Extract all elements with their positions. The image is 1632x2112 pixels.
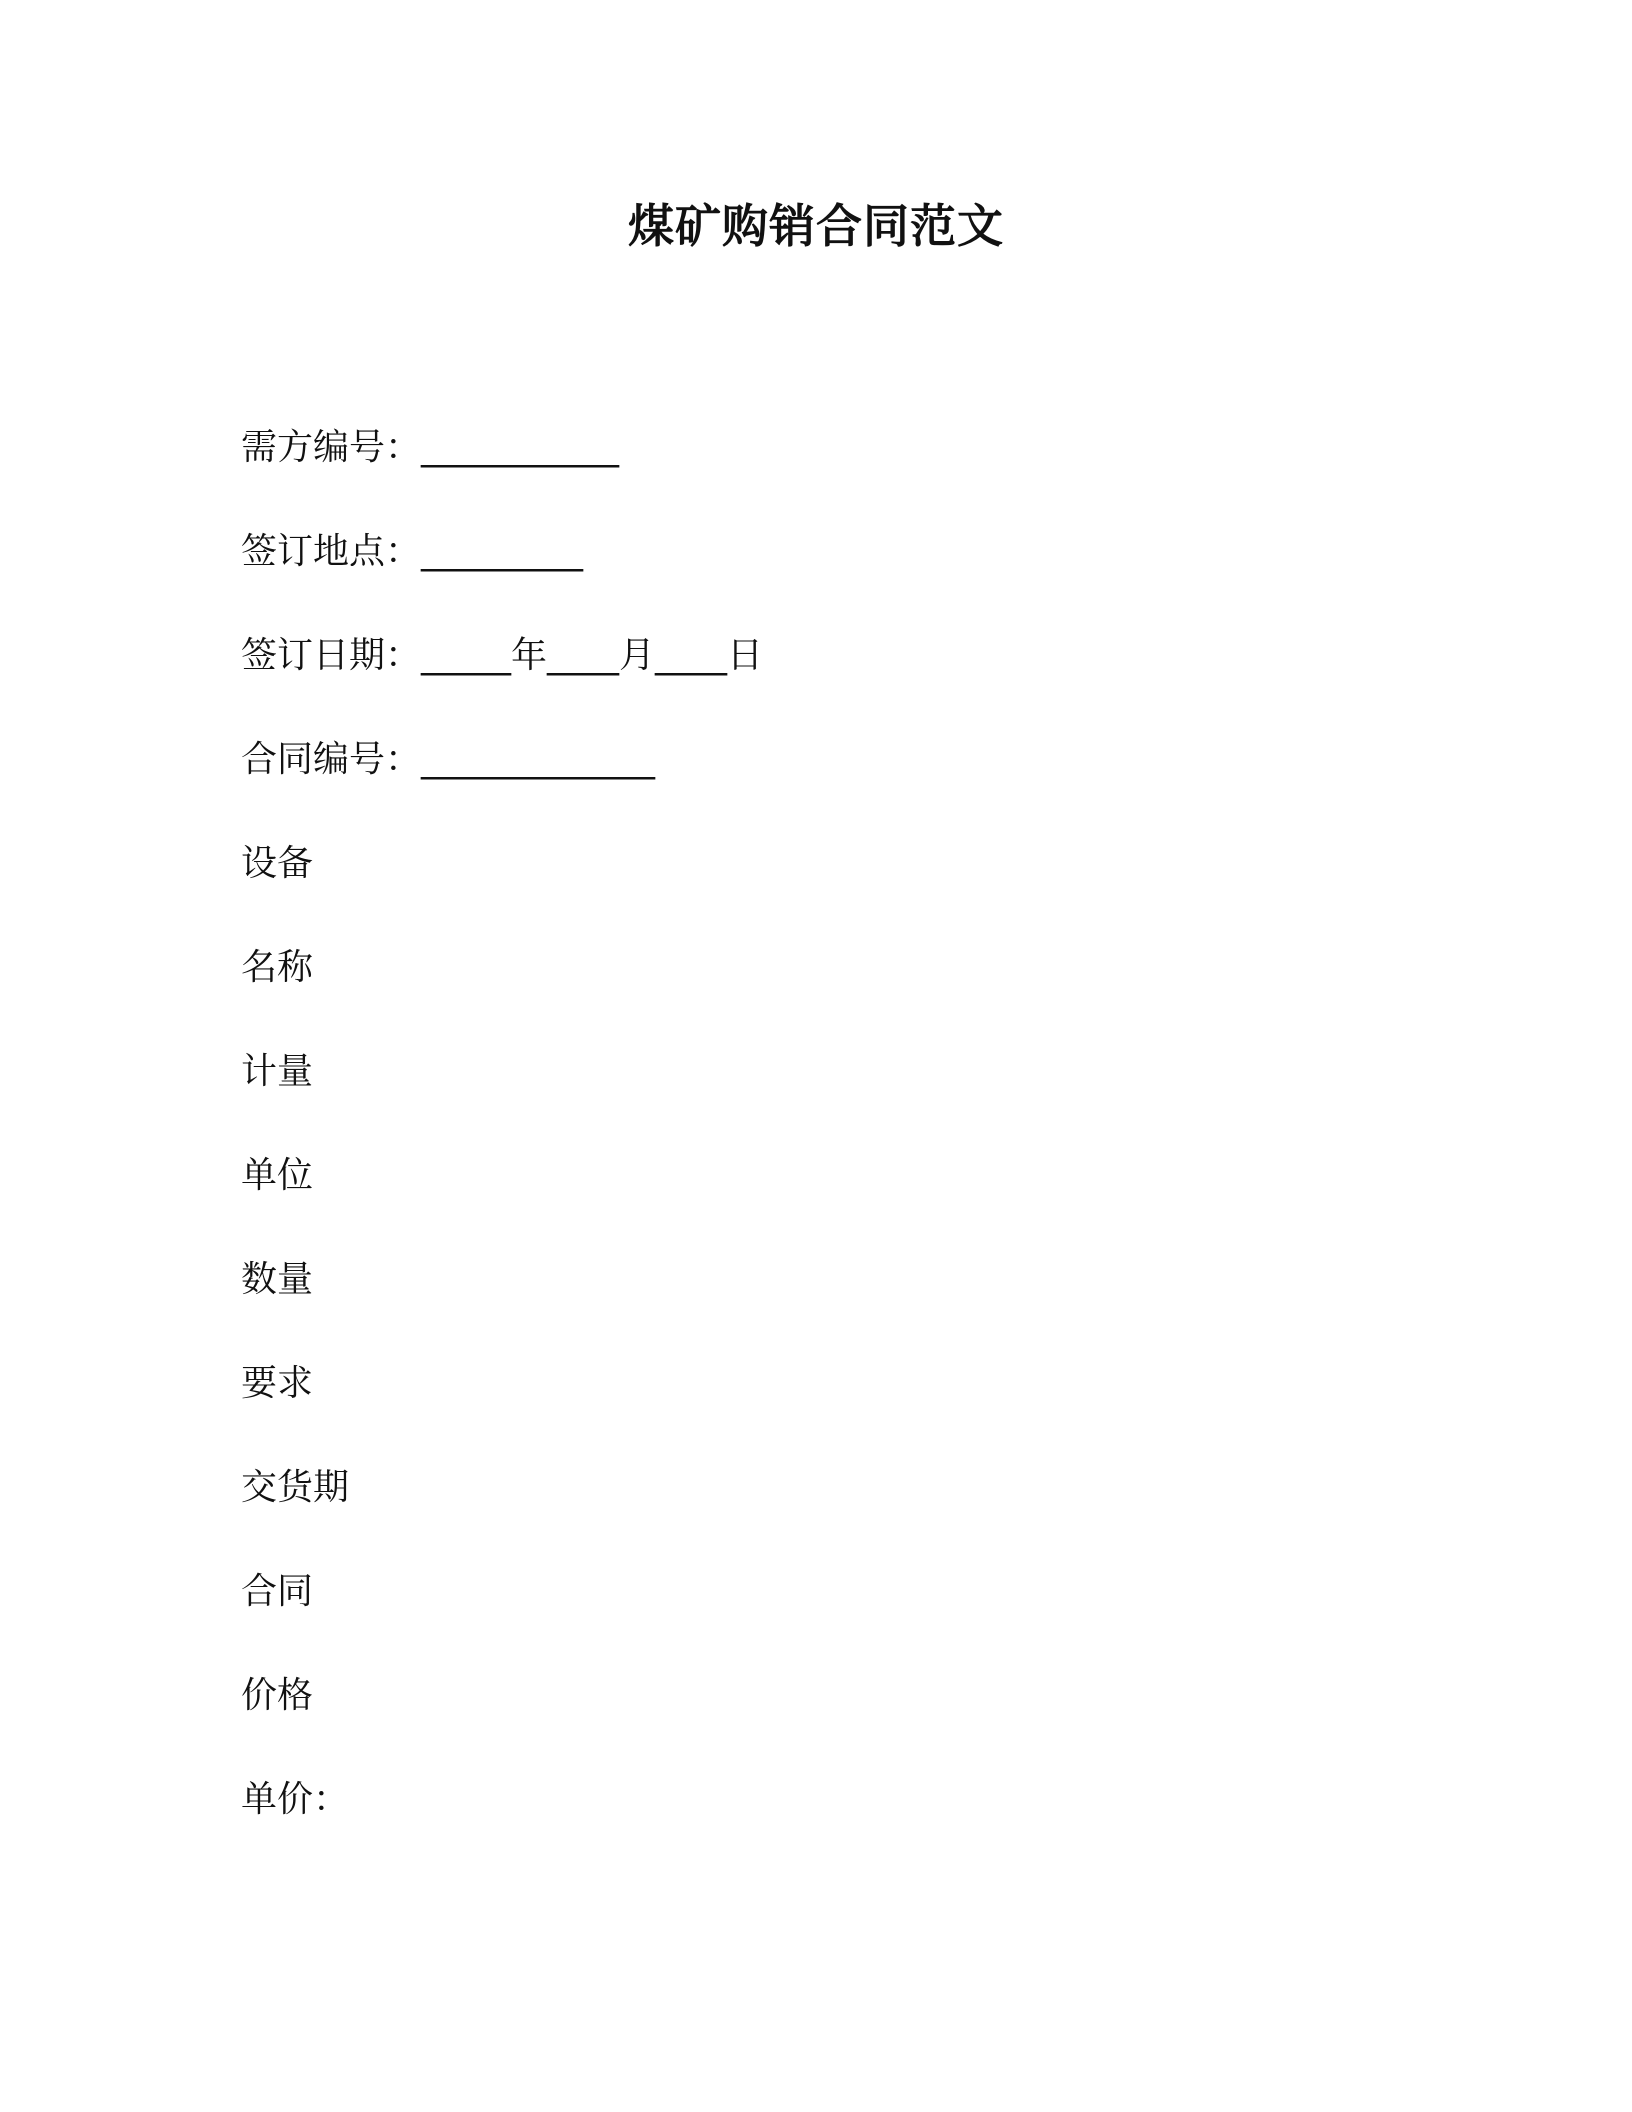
label-name: 名称 — [241, 947, 314, 988]
label-contract: 合同 — [241, 1571, 314, 1612]
label-requirements: 要求 — [241, 1363, 314, 1404]
label-price: 价格 — [241, 1675, 314, 1716]
document-title: 煤矿购销合同范文 — [628, 199, 1004, 253]
label-delivery-period: 交货期 — [241, 1467, 350, 1508]
field-signing-date: 签订日期：_____年____月____日 — [241, 635, 764, 676]
label-measure: 计量 — [241, 1051, 314, 1092]
field-unit-price: 单价： — [241, 1779, 350, 1820]
label-unit: 单位 — [241, 1155, 314, 1196]
field-contract-number: 合同编号：_____________ — [241, 739, 656, 780]
field-buyer-number: 需方编号：___________ — [241, 427, 620, 468]
document-body — [241, 420, 1441, 1876]
field-signing-place: 签订地点：_________ — [241, 531, 584, 572]
label-equipment: 设备 — [241, 843, 314, 884]
label-quantity: 数量 — [241, 1259, 314, 1300]
